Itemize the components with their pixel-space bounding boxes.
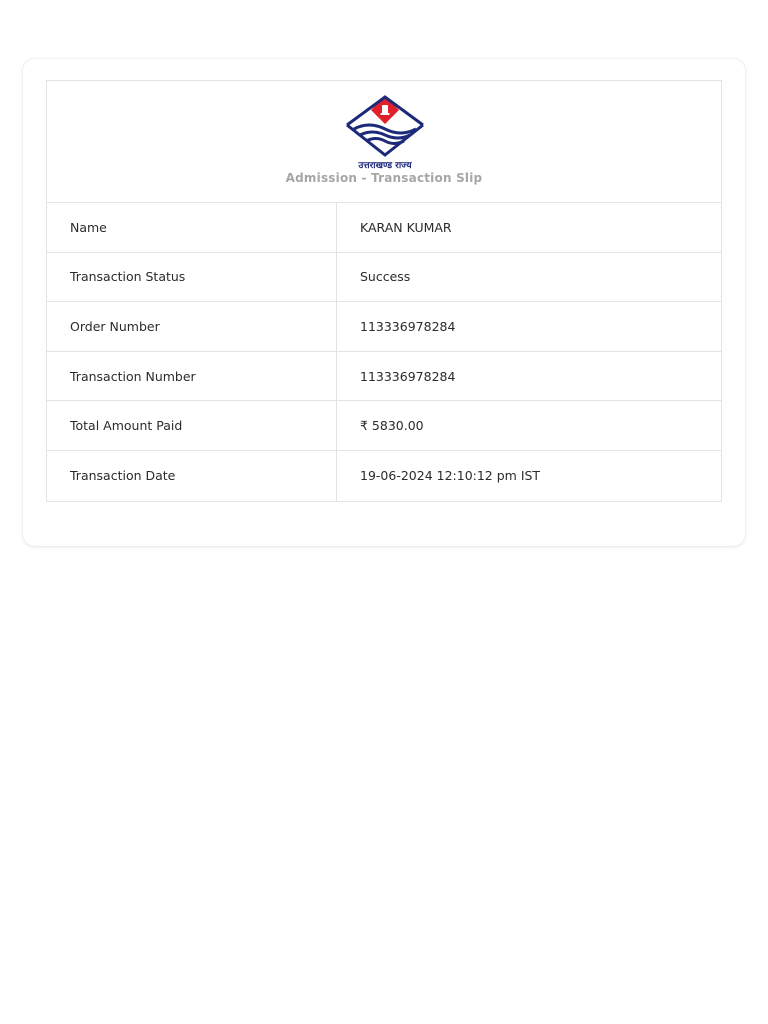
slip-header — [47, 81, 721, 203]
logo-caption: उत्तराखण्ड राज्य — [358, 161, 412, 171]
row-value: 113336978284 — [360, 368, 456, 384]
row-label: Name — [47, 203, 337, 252]
row-value: Success — [360, 269, 411, 285]
row-transaction-number — [47, 352, 721, 402]
uttarakhand-emblem-icon — [344, 93, 426, 173]
row-label: Transaction Status — [47, 253, 337, 302]
row-label: Transaction Number — [47, 352, 337, 401]
row-label: Order Number — [47, 302, 337, 351]
row-label: Total Amount Paid — [47, 401, 337, 450]
transaction-slip-table — [46, 80, 722, 502]
row-name — [47, 203, 721, 253]
transaction-slip-card — [23, 59, 745, 546]
row-value: 19-06-2024 12:10:12 pm IST — [360, 468, 541, 484]
row-label: Transaction Date — [47, 451, 337, 501]
row-order-number — [47, 302, 721, 352]
row-value: 113336978284 — [360, 318, 456, 334]
row-total-amount-paid — [47, 401, 721, 451]
row-transaction-date — [47, 451, 721, 501]
row-value: KARAN KUMAR — [360, 219, 452, 235]
row-value: ₹ 5830.00 — [360, 418, 424, 434]
row-transaction-status — [47, 253, 721, 303]
slip-title: Admission - Transaction Slip — [285, 171, 483, 185]
